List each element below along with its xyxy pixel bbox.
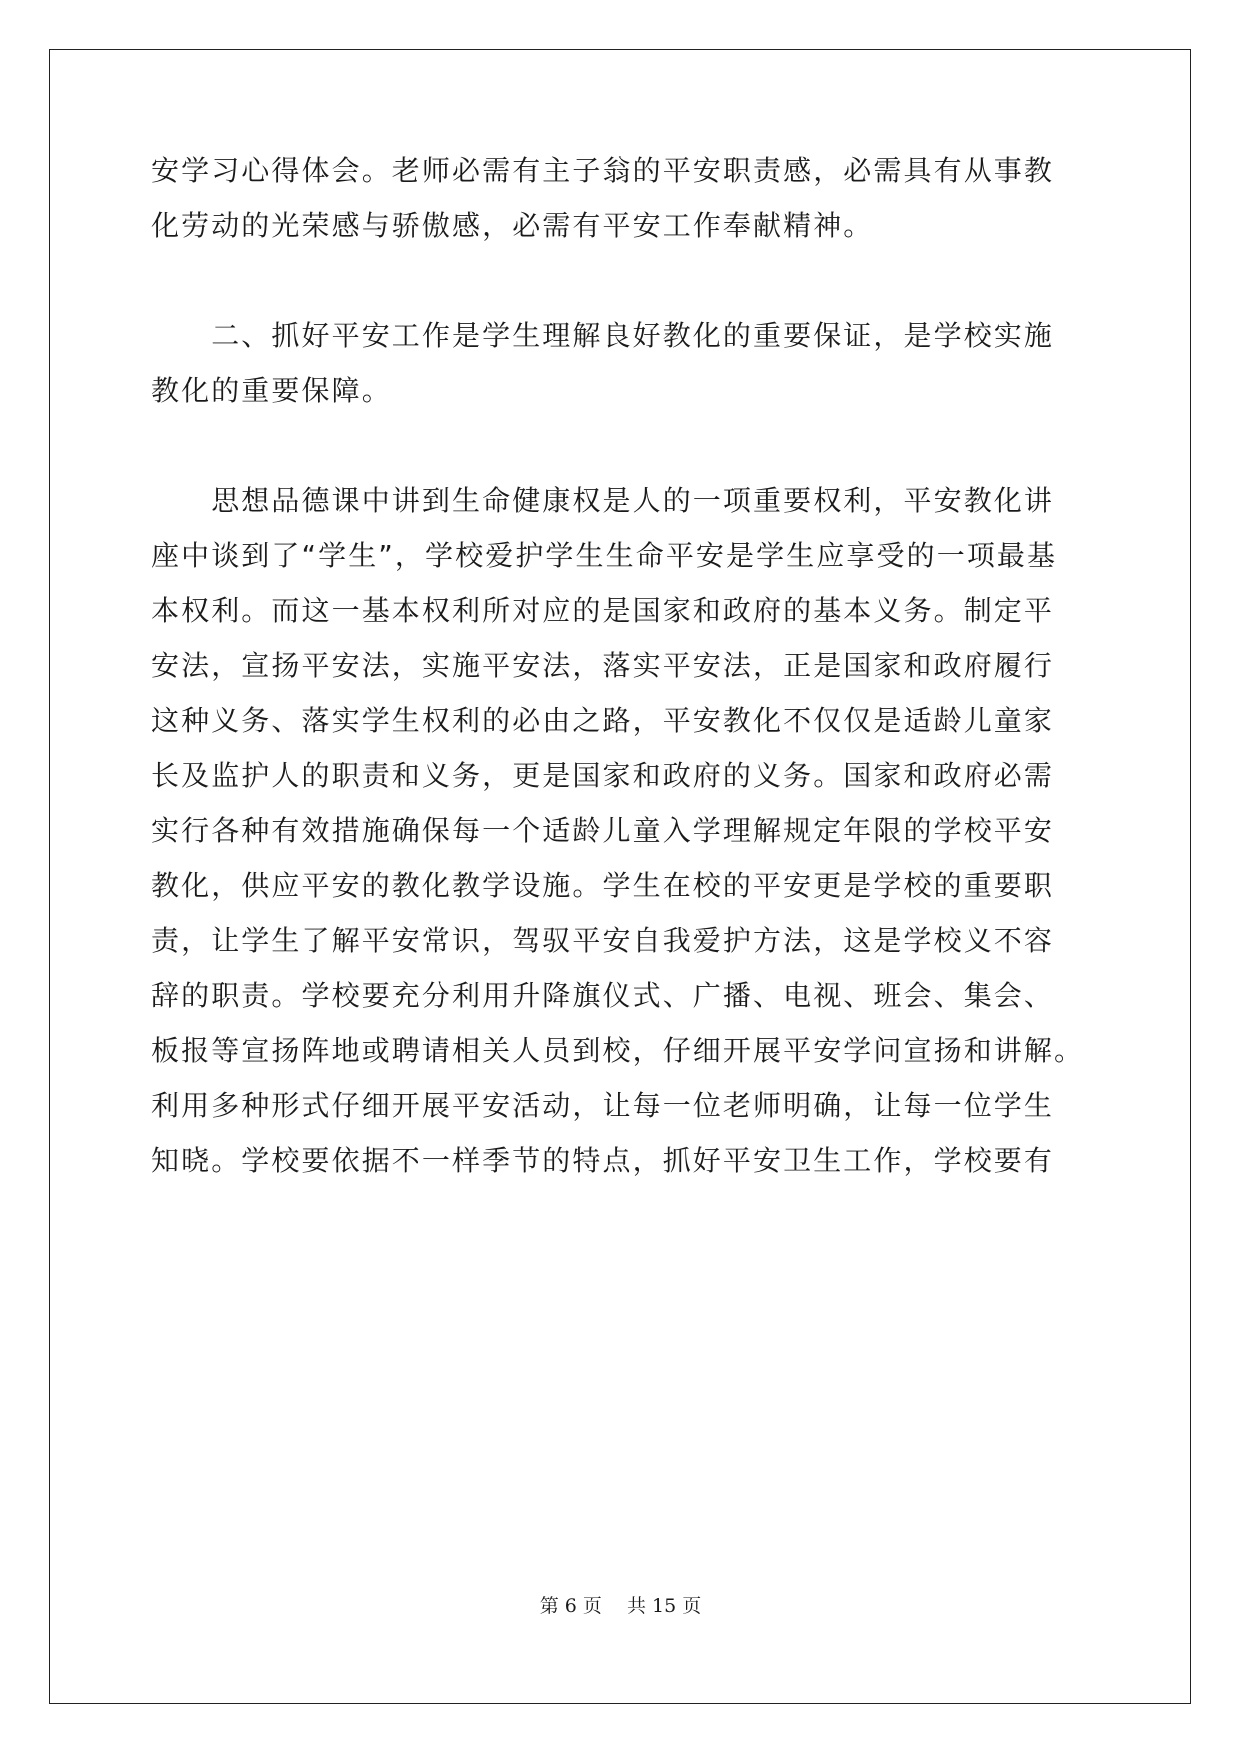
text-line: 利用多种形式仔细开展平安活动，让每一位老师明确，让每一位学生 bbox=[151, 1089, 1055, 1122]
text-line: 安学习心得体会。老师必需有主子翁的平安职责感，必需具有从事教 bbox=[151, 154, 1055, 187]
text-line: 安法，宣扬平安法，实施平安法，落实平安法，正是国家和政府履行 bbox=[151, 649, 1055, 682]
text-line: 长及监护人的职责和义务，更是国家和政府的义务。国家和政府必需 bbox=[151, 759, 1055, 792]
text-line: 思想品德课中讲到生命健康权是人的一项重要权利，平安教化讲 bbox=[151, 484, 1055, 517]
text-line: 实行各种有效措施确保每一个适龄儿童入学理解规定年限的学校平安 bbox=[151, 814, 1055, 847]
text-line: 知晓。学校要依据不一样季节的特点，抓好平安卫生工作，学校要有 bbox=[151, 1144, 1055, 1177]
text-line: 辞的职责。学校要充分利用升降旗仪式、广播、电视、班会、集会、 bbox=[151, 979, 1055, 1012]
text-line: 二、抓好平安工作是学生理解良好教化的重要保证，是学校实施 bbox=[151, 319, 1055, 352]
text-line: 这种义务、落实学生权利的必由之路，平安教化不仅仅是适龄儿童家 bbox=[151, 704, 1055, 737]
text-line: 责，让学生了解平安常识，驾驭平安自我爱护方法，这是学校义不容 bbox=[151, 924, 1055, 957]
text-line: 教化的重要保障。 bbox=[151, 374, 392, 407]
text-line: 板报等宣扬阵地或聘请相关人员到校，仔细开展平安学问宣扬和讲解。 bbox=[151, 1034, 1085, 1067]
text-line: 本权利。而这一基本权利所对应的是国家和政府的基本义务。制定平 bbox=[151, 594, 1055, 627]
text-line: 化劳动的光荣感与骄傲感，必需有平安工作奉献精神。 bbox=[151, 209, 874, 242]
text-line: 教化，供应平安的教化教学设施。学生在校的平安更是学校的重要职 bbox=[151, 869, 1055, 902]
text-line: 座中谈到了“学生”，学校爱护学生生命平安是学生应享受的一项最基 bbox=[151, 539, 1058, 572]
page-number-footer: 第 6 页 共 15 页 bbox=[539, 1595, 702, 1617]
